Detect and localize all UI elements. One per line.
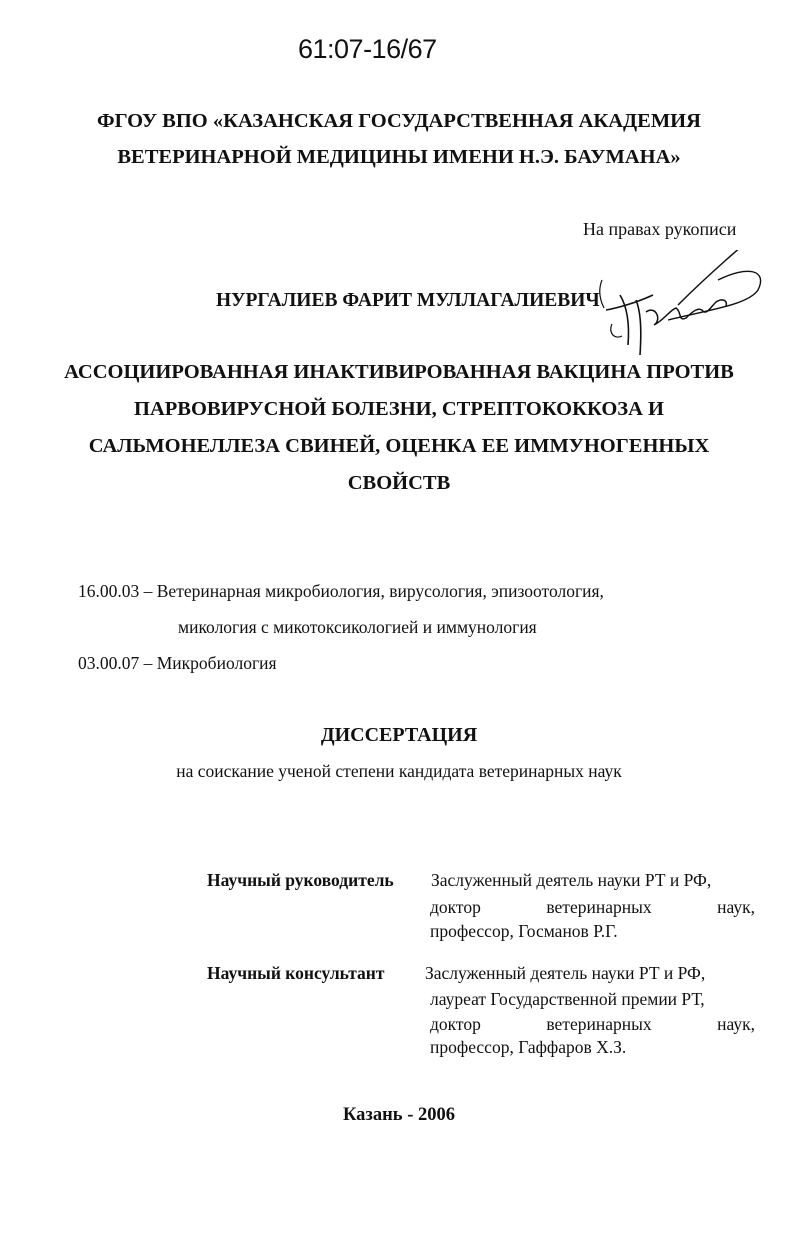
consultant-line-3: доктор ветеринарных наук, [430,1014,755,1034]
organization-line-2: ВЕТЕРИНАРНОЙ МЕДИЦИНЫ ИМЕНИ Н.Э. БАУМАНА» [117,146,681,168]
author-signature [598,250,768,370]
consultant-role: Научный консультант [207,963,385,983]
specialty-1-line-2: микология с микотоксикологией и иммунология [178,617,537,637]
dissertation-title-line-2: ПАРВОВИРУСНОЙ БОЛЕЗНИ, СТРЕПТОКОККОЗА И [134,398,664,420]
document-type-label: ДИССЕРТАЦИЯ [320,724,478,746]
degree-line: на соискание ученой степени кандидата ветеринарных наук [176,761,622,781]
specialty-2: 03.00.07 – Микробиология [78,653,277,673]
author-name: НУРГАЛИЕВ ФАРИТ МУЛЛАГАЛИЕВИЧ [216,290,600,311]
city-year: Казань - 2006 [343,1105,455,1125]
archive-stamp-number: 61:07-16/67 [298,34,437,64]
supervisor-line-2: доктор ветеринарных наук, [430,897,755,917]
consultant-line-1: Заслуженный деятель науки РТ и РФ, [425,963,706,983]
specialty-1-line-1: 16.00.03 – Ветеринарная микробиология, вирусология, эпизоотология, [78,581,604,601]
supervisor-line-1: Заслуженный деятель науки РТ и РФ, [431,870,712,890]
manuscript-rights-note: На правах рукописи [583,219,737,239]
dissertation-title-line-3: САЛЬМОНЕЛЛЕЗА СВИНЕЙ, ОЦЕНКА ЕЕ ИММУНОГЕННЫХ [88,435,710,457]
supervisor-line-3: профессор, Госманов Р.Г. [430,921,618,941]
dissertation-title-line-4: СВОЙСТВ [347,472,451,494]
dissertation-title-line-1: АССОЦИИРОВАННАЯ ИНАКТИВИРОВАННАЯ ВАКЦИНА ПРОТИВ [64,361,734,383]
organization-line-1: ФГОУ ВПО «КАЗАНСКАЯ ГОСУДАРСТВЕННАЯ АКАДЕМИЯ [97,110,701,132]
consultant-line-2: лауреат Государственной премии РТ, [430,989,705,1009]
consultant-line-4: профессор, Гаффаров Х.З. [430,1037,627,1057]
supervisor-role: Научный руководитель [207,870,394,890]
